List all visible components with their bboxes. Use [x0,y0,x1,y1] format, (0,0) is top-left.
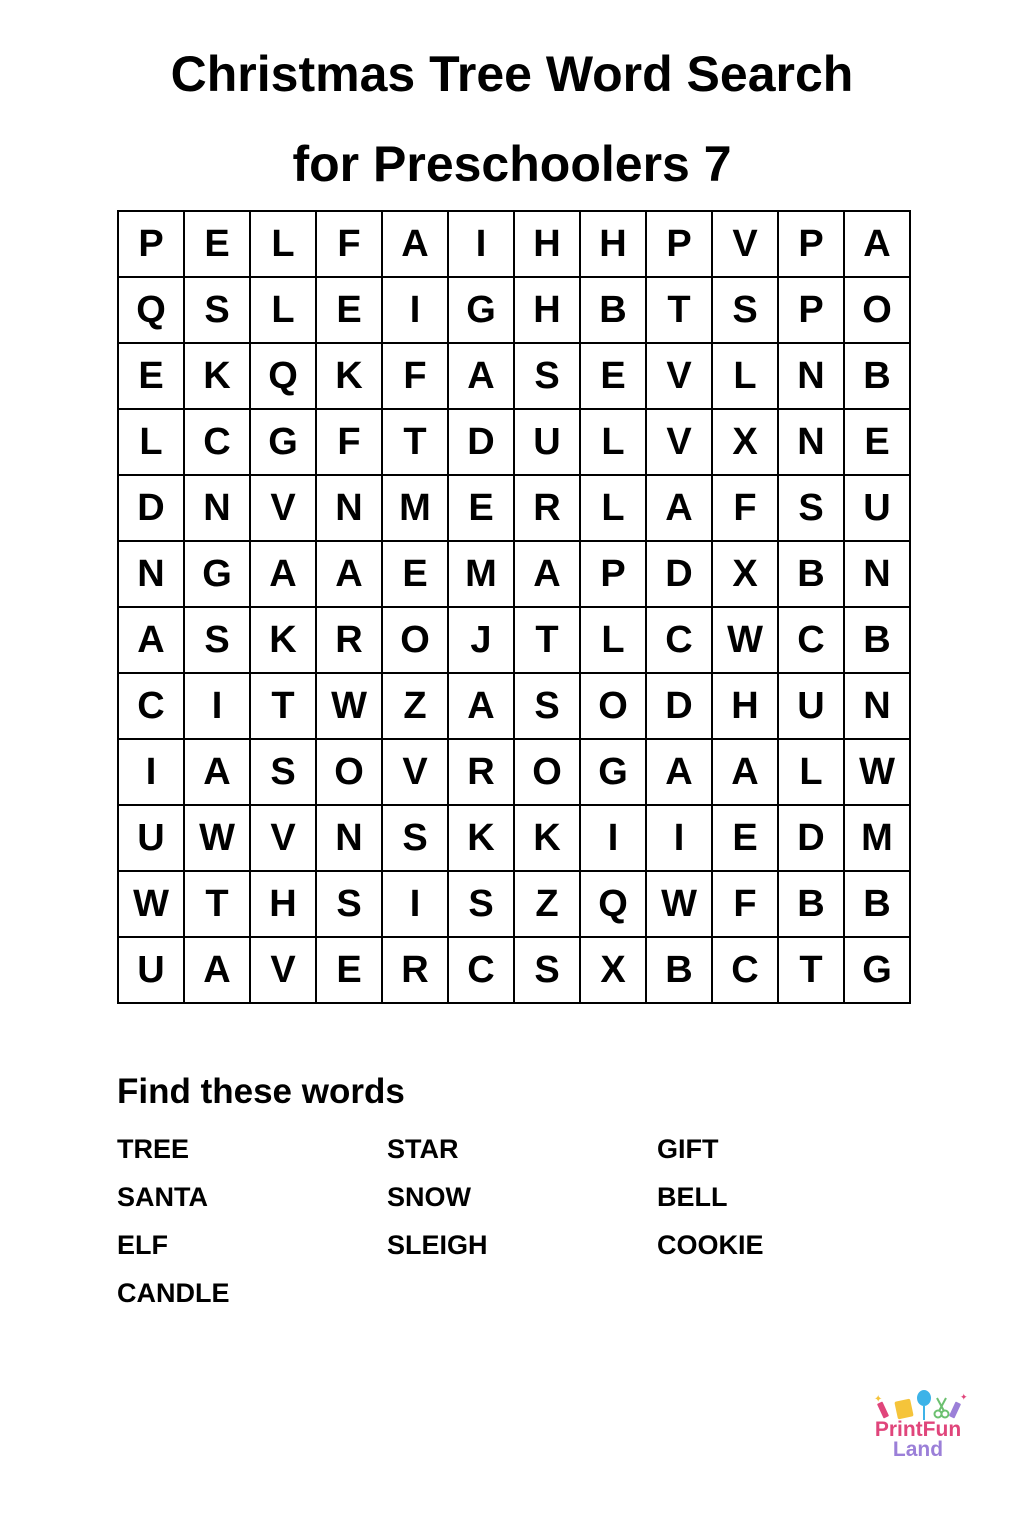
grid-cell: W [712,607,778,673]
grid-cell: K [316,343,382,409]
grid-cell: H [514,211,580,277]
grid-cell: S [184,277,250,343]
word-list-item: SLEIGH [387,1230,488,1260]
word-list-item: CANDLE [117,1278,230,1308]
grid-cell: I [448,211,514,277]
grid-cell: F [316,211,382,277]
grid-cell: H [580,211,646,277]
grid-row [118,673,910,739]
grid-cell: D [646,673,712,739]
grid-cell: L [580,607,646,673]
grid-row [118,805,910,871]
logo-text-line-2: Land [892,1438,944,1461]
grid-cell: B [778,871,844,937]
grid-cell: F [382,343,448,409]
grid-cell: G [844,937,910,1003]
grid-cell: B [844,871,910,937]
grid-cell: Q [580,871,646,937]
grid-cell: A [646,739,712,805]
grid-cell: D [646,541,712,607]
grid-cell: Q [250,343,316,409]
grid-cell: D [448,409,514,475]
grid-cell: H [250,871,316,937]
grid-cell: P [580,541,646,607]
grid-cell: K [250,607,316,673]
grid-cell: T [382,409,448,475]
grid-cell: X [712,409,778,475]
grid-cell: U [118,805,184,871]
grid-cell: S [514,937,580,1003]
grid-cell: E [316,277,382,343]
grid-cell: V [250,805,316,871]
grid-cell: V [646,409,712,475]
grid-row [118,277,910,343]
printfunland-logo [866,1390,976,1470]
word-list-item: TREE [117,1134,190,1164]
grid-row [118,475,910,541]
grid-cell: L [580,475,646,541]
grid-cell: P [778,277,844,343]
grid-cell: E [316,937,382,1003]
grid-cell: A [514,541,580,607]
grid-cell: N [844,541,910,607]
grid-cell: O [382,607,448,673]
grid-cell: Z [382,673,448,739]
word-list-item: BELL [657,1182,728,1212]
grid-cell: F [712,475,778,541]
word-list-item: STAR [387,1134,459,1164]
grid-cell: P [646,211,712,277]
grid-cell: U [778,673,844,739]
grid-cell: W [184,805,250,871]
grid-cell: W [316,673,382,739]
grid-row [118,937,910,1003]
grid-cell: B [580,277,646,343]
grid-cell: S [250,739,316,805]
grid-cell: A [316,541,382,607]
grid-cell: A [448,673,514,739]
grid-cell: C [118,673,184,739]
grid-cell: A [844,211,910,277]
grid-cell: X [580,937,646,1003]
grid-row [118,409,910,475]
svg-text:✦: ✦ [874,1394,883,1405]
grid-cell: I [646,805,712,871]
grid-cell: D [778,805,844,871]
grid-cell: V [382,739,448,805]
grid-cell: K [184,343,250,409]
grid-cell: U [514,409,580,475]
grid-cell: G [184,541,250,607]
grid-cell: A [646,475,712,541]
grid-cell: A [184,739,250,805]
grid-cell: B [646,937,712,1003]
grid-row [118,343,910,409]
grid-cell: I [382,277,448,343]
grid-cell: N [316,475,382,541]
grid-cell: C [646,607,712,673]
grid-cell: S [316,871,382,937]
page-title-line-2: for Preschoolers 7 [292,136,732,192]
grid-cell: R [514,475,580,541]
grid-cell: C [184,409,250,475]
grid-cell: M [448,541,514,607]
word-list-item: SNOW [387,1182,471,1212]
grid-cell: Q [118,277,184,343]
grid-cell: B [778,541,844,607]
grid-row [118,871,910,937]
grid-row [118,211,910,277]
grid-cell: H [712,673,778,739]
grid-cell: N [316,805,382,871]
grid-cell: A [118,607,184,673]
grid-row [118,739,910,805]
grid-cell: U [118,937,184,1003]
grid-cell: O [844,277,910,343]
word-list-item: COOKIE [657,1230,764,1260]
grid-cell: O [316,739,382,805]
grid-cell: W [646,871,712,937]
grid-cell: T [514,607,580,673]
grid-cell: S [514,343,580,409]
grid-cell: H [514,277,580,343]
grid-cell: A [184,937,250,1003]
grid-cell: N [184,475,250,541]
grid-cell: W [844,739,910,805]
grid-cell: A [250,541,316,607]
grid-cell: M [382,475,448,541]
grid-cell: V [250,475,316,541]
find-words-heading: Find these words [117,1072,405,1111]
grid-cell: O [514,739,580,805]
grid-cell: S [184,607,250,673]
grid-cell: S [448,871,514,937]
grid-cell: U [844,475,910,541]
grid-cell: C [448,937,514,1003]
grid-cell: L [250,277,316,343]
grid-cell: V [712,211,778,277]
grid-cell: W [118,871,184,937]
grid-cell: F [316,409,382,475]
grid-cell: E [712,805,778,871]
grid-cell: A [712,739,778,805]
grid-cell: R [382,937,448,1003]
page-title-line-1: Christmas Tree Word Search [170,46,854,102]
grid-cell: M [844,805,910,871]
grid-cell: R [448,739,514,805]
grid-cell: X [712,541,778,607]
grid-cell: T [646,277,712,343]
logo-text-line-1: PrintFun [874,1418,962,1441]
grid-cell: C [712,937,778,1003]
grid-row [118,541,910,607]
grid-cell: C [778,607,844,673]
grid-cell: E [382,541,448,607]
grid-cell: V [250,937,316,1003]
word-search-grid [117,210,911,1004]
grid-cell: V [646,343,712,409]
grid-cell: B [844,607,910,673]
grid-cell: N [778,409,844,475]
word-list-item: SANTA [117,1182,208,1212]
grid-cell: N [844,673,910,739]
grid-cell: L [250,211,316,277]
word-list-item: ELF [117,1230,168,1260]
svg-text:✦: ✦ [960,1393,968,1403]
grid-cell: T [250,673,316,739]
grid-cell: L [778,739,844,805]
grid-cell: S [514,673,580,739]
grid-cell: L [712,343,778,409]
grid-cell: A [382,211,448,277]
grid-cell: E [580,343,646,409]
grid-cell: E [448,475,514,541]
word-list-item: GIFT [657,1134,719,1164]
word-list [117,1130,937,1322]
grid-cell: B [844,343,910,409]
grid-cell: N [778,343,844,409]
grid-cell: L [118,409,184,475]
grid-cell: S [778,475,844,541]
grid-cell: I [382,871,448,937]
grid-cell: Z [514,871,580,937]
grid-cell: S [382,805,448,871]
grid-cell: I [184,673,250,739]
grid-cell: T [184,871,250,937]
grid-row [118,607,910,673]
grid-cell: G [580,739,646,805]
grid-cell: O [580,673,646,739]
grid-cell: K [448,805,514,871]
grid-cell: N [118,541,184,607]
grid-cell: K [514,805,580,871]
grid-cell: G [448,277,514,343]
grid-cell: I [580,805,646,871]
grid-cell: R [316,607,382,673]
grid-cell: S [712,277,778,343]
grid-cell: T [778,937,844,1003]
grid-cell: G [250,409,316,475]
grid-cell: I [118,739,184,805]
grid-cell: A [448,343,514,409]
grid-cell: J [448,607,514,673]
grid-cell: E [844,409,910,475]
grid-cell: E [184,211,250,277]
grid-cell: L [580,409,646,475]
grid-cell: P [778,211,844,277]
grid-cell: F [712,871,778,937]
grid-cell: D [118,475,184,541]
grid-cell: P [118,211,184,277]
grid-cell: E [118,343,184,409]
